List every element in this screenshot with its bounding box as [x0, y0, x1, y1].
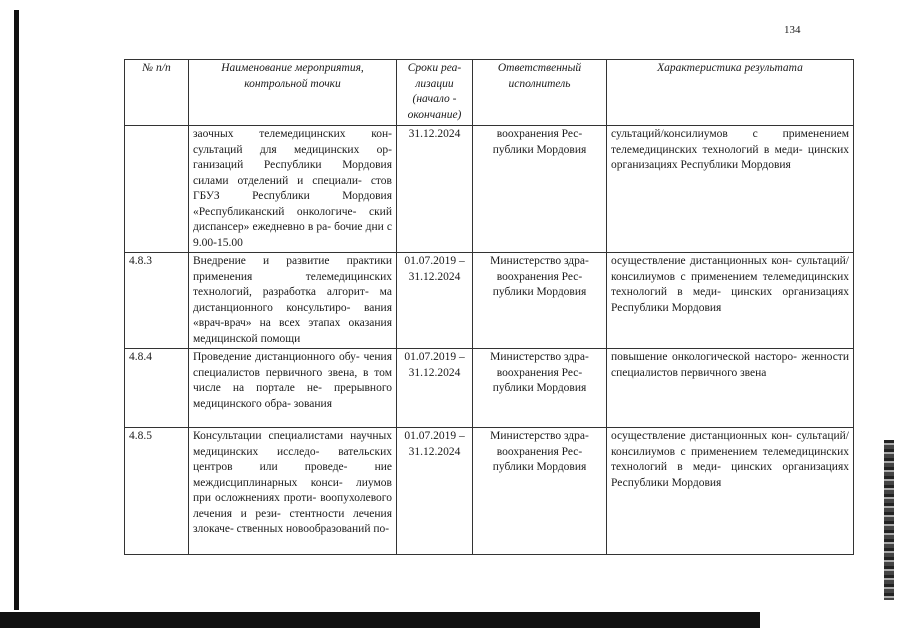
- cell-period: 01.07.2019 – 31.12.2024: [397, 428, 473, 555]
- header-name: Наименование мероприятия, контрольной точки: [189, 60, 397, 126]
- cell-result: осуществление дистанционных кон- сультаций/консилиумов с применением телемедицинских технологий в меди- цинских организациях Республики Мордовия: [607, 253, 854, 349]
- table-row: [125, 349, 854, 428]
- scan-edge-left: [14, 10, 19, 610]
- cell-name: Консультации специалистами научных медицинских исследо- вательских центров или проведе- ние междисциплинарных конси- лиумов при осложнениях проти- воопухолевого лечения и рези- стентности лечения злокаче- ственных новообразований по-: [189, 428, 397, 555]
- header-result: Характеристика результата: [607, 60, 854, 126]
- table-header-row: [125, 60, 854, 126]
- cell-result: сультаций/консилиумов с применением телемедицинских технологий в меди- цинских организациях Республики Мордовия: [607, 126, 854, 253]
- cell-period: 01.07.2019 – 31.12.2024: [397, 253, 473, 349]
- cell-result: осуществление дистанционных кон- сультаций/консилиумов с применением телемедицинских технологий в меди- цинских организациях Республики Мордовия: [607, 428, 854, 555]
- table-row: [125, 428, 854, 555]
- cell-name: заочных телемедицинских кон- сультаций для медицинских ор- ганизаций Республики Мордовия силами отделений и специали- стов ГБУЗ Республики Мордовия «Республиканский онкологиче- ский диспансер» ежедневно в ра- бочие дни с 9.00-15.00: [189, 126, 397, 253]
- header-period: Сроки реа- лизации (начало - окончание): [397, 60, 473, 126]
- table-row: [125, 126, 854, 253]
- cell-responsible: Министерство здра- воохранения Рес- публики Мордовия: [473, 428, 607, 555]
- cell-result: повышение онкологической насторо- женности специалистов первичного звена: [607, 349, 854, 428]
- scan-edge-bottom: [0, 612, 760, 628]
- cell-responsible: Министерство здра- воохранения Рес- публики Мордовия: [473, 349, 607, 428]
- table-row: [125, 253, 854, 349]
- cell-name: Внедрение и развитие практики применения телемедицинских технологий, разработка алгорит- ма дистанционного консультиро- вания «врач-врач» на всех этапах оказания медицинской помощи: [189, 253, 397, 349]
- cell-responsible: Министерство здра- воохранения Рес- публики Мордовия: [473, 253, 607, 349]
- scan-edge-right: [884, 440, 894, 600]
- header-responsible: Ответственный исполнитель: [473, 60, 607, 126]
- cell-period: 01.07.2019 – 31.12.2024: [397, 349, 473, 428]
- header-num: № п/п: [125, 60, 189, 126]
- events-table: [124, 59, 854, 555]
- cell-name: Проведение дистанционного обу- чения специалистов первичного звена, в том числе на портале не- прерывного медицинского обра- зования: [189, 349, 397, 428]
- cell-period: 31.12.2024: [397, 126, 473, 253]
- cell-num: 4.8.3: [125, 253, 189, 349]
- cell-responsible: воохранения Рес- публики Мордовия: [473, 126, 607, 253]
- page-number: 134: [784, 24, 801, 36]
- cell-num: [125, 126, 189, 253]
- cell-num: 4.8.5: [125, 428, 189, 555]
- cell-num: 4.8.4: [125, 349, 189, 428]
